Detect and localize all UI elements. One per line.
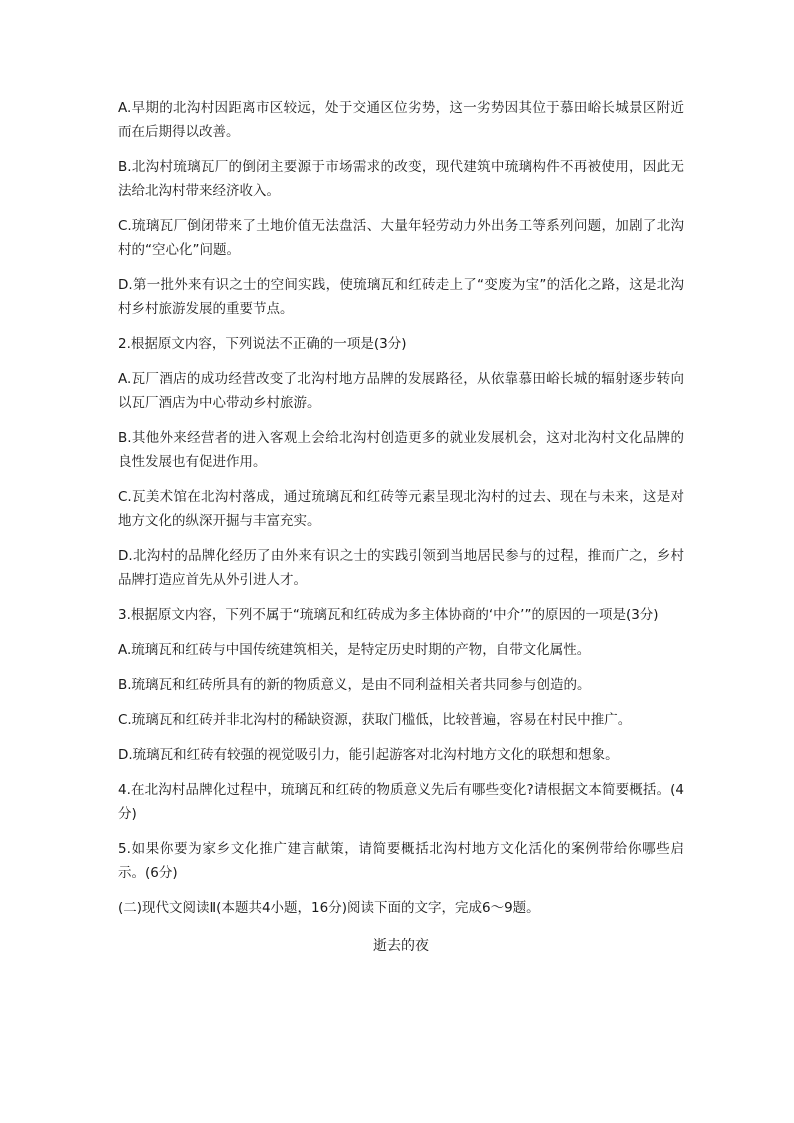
option-3b: B.琉璃瓦和红砖所具有的新的物质意义，是由不同利益相关者共同参与创造的。 — [118, 677, 591, 693]
article-title: 逝去的夜 — [373, 938, 429, 954]
option-3c: C.琉璃瓦和红砖并非北沟村的稀缺资源，获取门槛低，比较普遍，容易在村民中推广。 — [118, 712, 632, 728]
section-heading: (二)现代文阅读Ⅱ(本题共4小题，16分)阅读下面的文字，完成6～9题。 — [118, 900, 540, 916]
option-1c: C.琉璃瓦厂倒闭带来了土地价值无法盘活、大量年轻劳动力外出务工等系列问题，加剧了北沟村的“空心化”问题。 — [118, 218, 684, 258]
option-2b: B.其他外来经营者的进入客观上会给北沟村创造更多的就业发展机会，这对北沟村文化品牌的良性发展也有促进作用。 — [118, 430, 684, 470]
option-2a: A.瓦厂酒店的成功经营改变了北沟村地方品牌的发展路径，从依靠慕田峪长城的辐射逐步转向以瓦厂酒店为中心带动乡村旅游。 — [118, 371, 684, 411]
option-2d: D.北沟村的品牌化经历了由外来有识之士的实践引领到当地居民参与的过程，推而广之，乡村品牌打造应首先从外引进人才。 — [118, 548, 684, 588]
option-2c: C.瓦美术馆在北沟村落成，通过琉璃瓦和红砖等元素呈现北沟村的过去、现在与未来，这是对地方文化的纵深开掘与丰富充实。 — [118, 489, 684, 529]
question-5: 5.如果你要为家乡文化推广建言献策，请简要概括北沟村地方文化活化的案例带给你哪些启示。(6分) — [118, 841, 684, 881]
question-2: 2.根据原文内容，下列说法不正确的一项是(3分) — [118, 336, 407, 352]
option-1d: D.第一批外来有识之士的空间实践，使琉璃瓦和红砖走上了“变废为宝”的活化之路，这是北沟村乡村旅游发展的重要节点。 — [118, 277, 684, 317]
option-3a: A.琉璃瓦和红砖与中国传统建筑相关，是特定历史时期的产物，自带文化属性。 — [118, 642, 591, 658]
question-4: 4.在北沟村品牌化过程中，琉璃瓦和红砖的物质意义先后有哪些变化?请根据文本简要概括。(4分) — [118, 782, 684, 822]
question-3: 3.根据原文内容，下列不属于“琉璃瓦和红砖成为多主体协商的‘中介’”的原因的一项是(3分) — [118, 607, 659, 623]
option-1b: B.北沟村琉璃瓦厂的倒闭主要源于市场需求的改变，现代建筑中琉璃构件不再被使用，因此无法给北沟村带来经济收入。 — [118, 159, 684, 199]
option-3d: D.琉璃瓦和红砖有较强的视觉吸引力，能引起游客对北沟村地方文化的联想和想象。 — [118, 747, 619, 763]
document-page — [118, 96, 684, 969]
option-1a: A.早期的北沟村因距离市区较远，处于交通区位劣势，这一劣势因其位于慕田峪长城景区附近而在后期得以改善。 — [118, 100, 684, 140]
